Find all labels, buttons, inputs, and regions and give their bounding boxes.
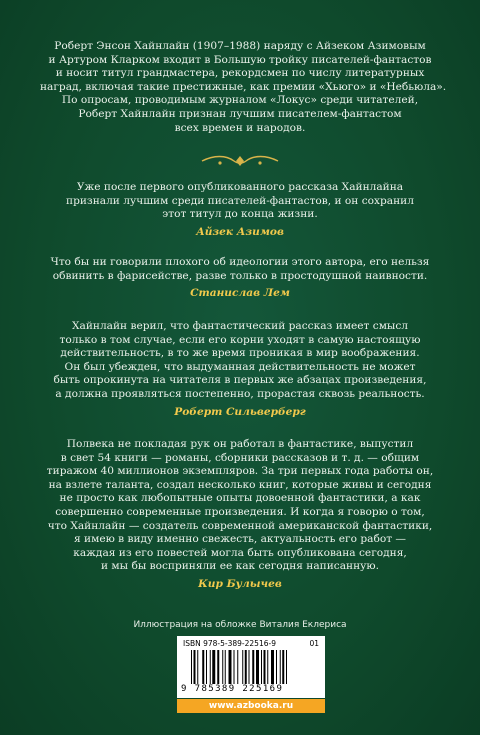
quote-line: Он был убежден, что выдуманная действительность не может xyxy=(64,360,416,373)
quote-line: не просто как любопытные опыты довоенной фантастики, а как xyxy=(59,492,421,505)
quote-line: Уже после первого опубликованного рассказа Хайнлайна xyxy=(76,181,404,193)
intro-line: Роберт Хайнлайн признан лучшим писателем-фантастом xyxy=(78,107,402,120)
barcode-digits: 9 785389 225169 xyxy=(181,684,284,694)
quote-line: Полвека не покладая рук он работал в фантастике, выпустил xyxy=(66,438,414,450)
isbn-barcode-box xyxy=(177,636,325,698)
intro-line: наград, включая такие престижные, как премии «Хьюго» и «Небьюла». xyxy=(40,80,447,93)
quote-line: Что бы ни говорили плохого об идеологии этого автора, его нельзя xyxy=(50,256,430,268)
quote-line: быть опрокинута на читателя в первых же абзацах произведения, xyxy=(53,374,427,387)
intro-line: Роберт Энсон Хайнлайн (1907–1988) наряду с Айзеком Азимовым xyxy=(54,40,426,52)
quote-line: признали лучшим среди писателей-фантастов, и он сохранил xyxy=(66,194,414,207)
isbn-suffix: 01 xyxy=(309,639,319,648)
illustration-credit: Иллюстрация на обложке Виталия Еклериса xyxy=(133,620,347,630)
quote-line: что Хайнлайн — создатель современной американской фантастики, xyxy=(47,519,433,532)
quote-block xyxy=(40,181,440,239)
quote-block xyxy=(40,320,440,419)
intro-line: и носит титул грандмастера, рекордсмен по числу литературных xyxy=(55,67,425,80)
quote-line: и мы бы восприняли ее как сегодня написанную. xyxy=(100,560,379,573)
quote-author: Станислав Лем xyxy=(190,287,290,300)
quote-line: каждая из его повестей могла быть опубликована сегодня, xyxy=(73,546,407,559)
quote-author: Айзек Азимов xyxy=(196,225,284,238)
barcode-icon xyxy=(191,650,317,684)
quote-line: тиражом 40 миллионов экземпляров. За три первых года работы он, xyxy=(46,465,434,478)
quote-author: Роберт Сильверберг xyxy=(174,405,306,418)
quote-line: только в том случае, если его корни уходят в самую настоящую xyxy=(59,333,421,346)
quote-line: Хайнлайн верил, что фантастический рассказ имеет смысл xyxy=(71,320,409,332)
quote-line: действительность, в то же время проникая в мир воображения. xyxy=(60,347,420,360)
quote-line: я имею в виду именно свежесть, актуальность его работ — xyxy=(73,533,407,546)
intro-line: и Артуром Кларком входит в Большую тройку писателей-фантастов xyxy=(48,53,432,66)
quote-author: Кир Булычев xyxy=(198,577,282,590)
quote-line: а должна проявляться постепенно, прорастая сквозь реальность. xyxy=(55,387,425,400)
quote-block xyxy=(40,438,440,592)
intro-paragraph xyxy=(40,40,447,135)
quote-line: на взлете таланта, создал несколько книг, которые живы и сегодня xyxy=(48,478,432,491)
isbn-label: ISBN 978-5-389-22516-9 xyxy=(183,639,276,648)
publisher-website: www.azbooka.ru xyxy=(177,699,325,713)
quote-line: этот титул до конца жизни. xyxy=(162,208,318,221)
intro-line: всех времен и народов. xyxy=(174,121,306,134)
quote-line: совершенно современные произведения. И когда я говорю о том, xyxy=(55,505,425,518)
quote-line: обвинить в фарисействе, разве только в простодушной наивности. xyxy=(52,269,428,282)
ornament-flourish-icon xyxy=(200,152,280,170)
quote-line: в свет 54 книги — романы, сборники рассказов и т. д. — общим xyxy=(60,451,420,464)
intro-line: По опросам, проводимым журналом «Локус» среди читателей, xyxy=(61,94,419,107)
quote-block xyxy=(40,256,440,301)
